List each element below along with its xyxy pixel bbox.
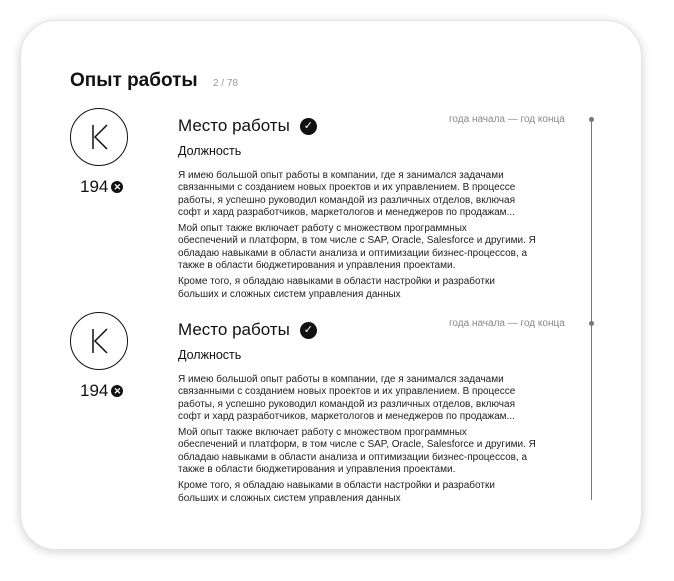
section-title: Опыт работы — [70, 70, 198, 91]
description-paragraph: Мой опыт также включает работу с множеством программных обеспечений и платформ, в том числе с SAP, Oracle, Salesforce и другими. Я обладаю навыками в области анализа и оптимизации бизнес-процессов, а также в области бюджетирования и управления проектами. — [178, 427, 536, 476]
verified-badge-icon: ✓ — [300, 118, 317, 135]
description-paragraph: Кроме того, я обладаю навыками в области настройки и разработки больших и сложных систем управления данных — [178, 480, 495, 504]
description-paragraph: Мой опыт также включает работу с множеством программных обеспечений и платформ, в том числе с SAP, Oracle, Salesforce и другими. Я обладаю навыками в области анализа и оптимизации бизнес-процессов, а также в области бюджетирования и управления проектами. — [178, 223, 536, 272]
company-rating — [80, 381, 123, 401]
company-logo[interactable] — [70, 312, 128, 370]
workplace-heading — [178, 320, 317, 340]
rating-value: 194 — [80, 381, 109, 400]
description-paragraph: Я имею большой опыт работы в компании, где я занимался задачами связанными с созданием новых проектов и их управлением. В процессе работы, я успешно руководил командой из различных отделов, включая софт и хард разработчиков, маркетологов и менеджеров по продажам... — [178, 374, 516, 422]
job-description — [178, 374, 598, 509]
workplace-name: Место работы — [178, 116, 290, 135]
rating-value: 194 — [80, 177, 109, 196]
job-position: Должность — [178, 348, 242, 362]
x-circle-icon: ✕ — [111, 385, 123, 397]
job-position: Должность — [178, 144, 242, 158]
verified-badge-icon: ✓ — [300, 322, 317, 339]
x-circle-icon: ✕ — [111, 181, 123, 193]
employment-dates: года начала — год конца — [449, 114, 565, 125]
company-logo[interactable] — [70, 108, 128, 166]
entry-counter: 2 / 78 — [213, 78, 239, 89]
description-paragraph: Я имею большой опыт работы в компании, где я занимался задачами связанными с созданием новых проектов и их управлением. В процессе работы, я успешно руководил командой из различных отделов, включая софт и хард разработчиков, маркетологов и менеджеров по продажам... — [178, 170, 516, 218]
experience-entry — [0, 204, 674, 504]
k-logo-icon — [71, 109, 127, 165]
company-rating — [80, 177, 123, 197]
workplace-name: Место работы — [178, 320, 290, 339]
workplace-heading — [178, 116, 317, 136]
timeline-dot — [589, 117, 594, 122]
description-paragraph: Кроме того, я обладаю навыками в области настройки и разработки больших и сложных систем управления данных — [178, 276, 495, 300]
timeline-dot — [589, 321, 594, 326]
k-logo-icon — [71, 313, 127, 369]
employment-dates: года начала — год конца — [449, 318, 565, 329]
